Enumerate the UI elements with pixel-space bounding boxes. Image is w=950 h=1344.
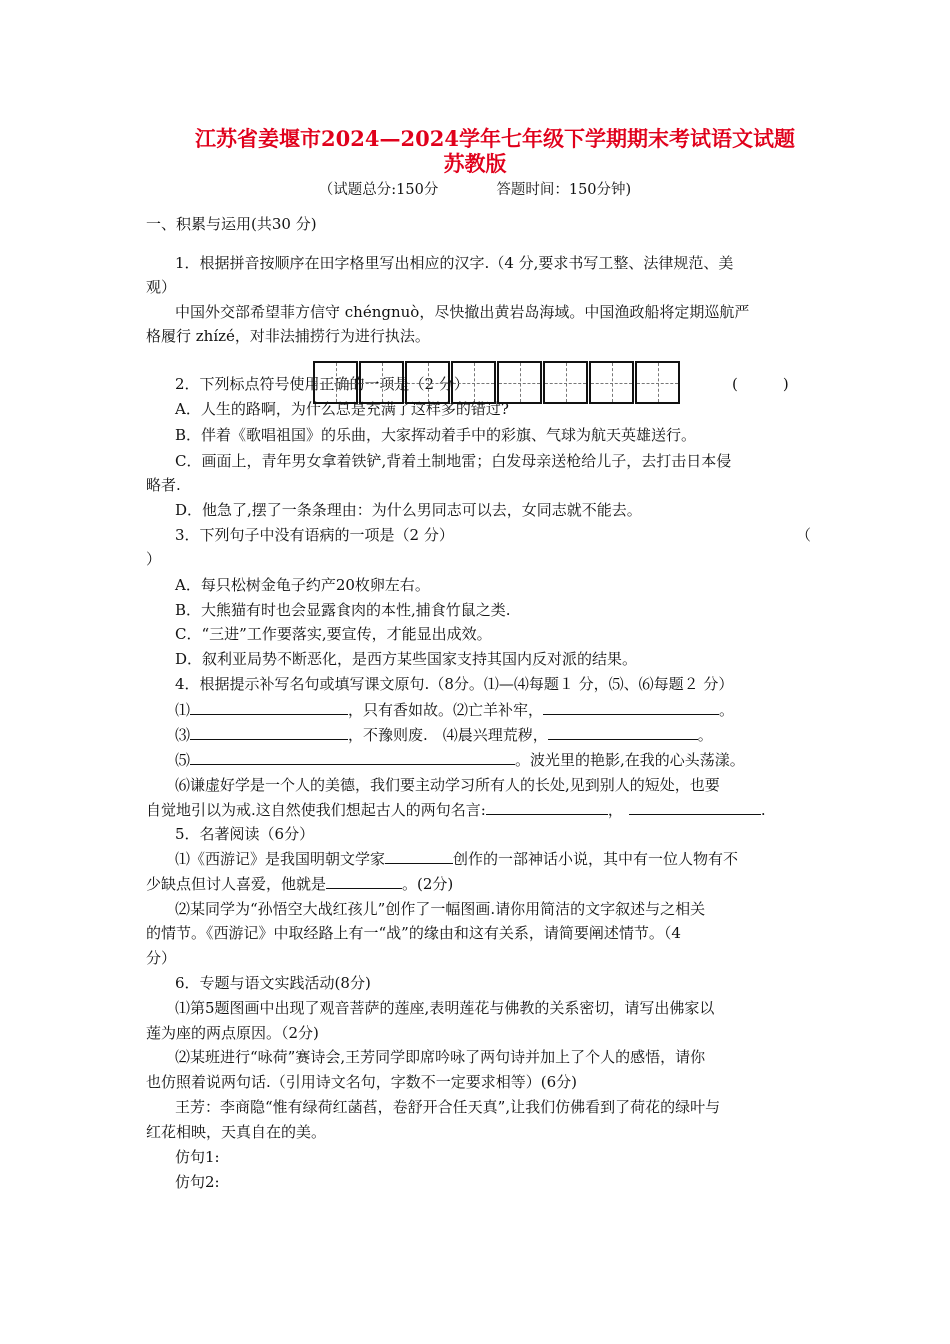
q3-stem: 3．下列句子中没有语病的一项是（2 分）: [175, 526, 454, 544]
q1-text: 中国外交部希望菲方信守 chéngnuò，尽快撤出黄岩岛海域。中国渔政船将定期巡航严: [175, 303, 750, 321]
q4-text: ，: [607, 801, 623, 819]
q4-text: 。波光里的艳影,在我的心头荡漾。: [515, 751, 745, 769]
q2-option-a: A．人生的路啊，为什么总是充满了这样多的错过?: [175, 400, 509, 418]
q6-stem: 6．专题与语文实践活动(8分): [175, 974, 371, 992]
q1-stem: 1．根据拼音按顺序在田字格里写出相应的汉字.（4 分,要求书写工整、法律规范、美: [175, 254, 734, 272]
answer-blank[interactable]: [385, 848, 453, 864]
q4-line-1: [175, 699, 815, 721]
exam-meta: [0, 178, 950, 199]
q6-imitation-2[interactable]: 仿句2:: [175, 1173, 220, 1191]
q5-text: ⑴《西游记》是我国明朝文学家: [175, 850, 386, 868]
q4-text: 自觉地引以为戒.这自然使我们想起古人的两句名言:: [146, 801, 486, 819]
answer-blank[interactable]: [548, 724, 698, 740]
q6-example-cont: 红花相映，天真自在的美。: [146, 1123, 327, 1141]
q4-line-4: ⑹谦虚好学是一个人的美德，我们要主动学习所有人的长处,见到别人的短处，也要: [175, 776, 720, 794]
q3-answer-paren-open[interactable]: （: [796, 526, 812, 544]
q1-stem-cont: 观）: [146, 278, 177, 296]
q4-line-4-cont: [146, 799, 786, 821]
q3-option-d: D．叙利亚局势不断恶化，是西方某些国家支持其国内反对派的结果。: [175, 650, 638, 668]
exam-subtitle: 苏教版: [443, 151, 507, 176]
q4-num: ⑴: [175, 701, 191, 719]
q2-option-d: D．他急了,摆了一条条理由：为什么男同志可以去，女同志就不能去。: [175, 501, 642, 519]
answer-time: 答题时间：150分钟): [496, 182, 632, 198]
q6-example: 王芳：李商隐“惟有绿荷红菡萏，卷舒开合任天真”,让我们仿佛看到了荷花的绿叶与: [175, 1098, 721, 1116]
q5-part1-cont: [146, 873, 786, 895]
answer-blank[interactable]: [326, 873, 402, 889]
q4-num: ⑶: [175, 726, 191, 744]
q4-line-2: [175, 724, 815, 746]
answer-blank[interactable]: [190, 699, 348, 715]
q6-imitation-1[interactable]: 仿句1:: [175, 1148, 220, 1166]
q3-option-c: C．“三进”工作要落实,要宣传，才能显出成效。: [175, 625, 492, 643]
q5-text: 创作的一部神话小说，其中有一位人物有不: [453, 850, 739, 868]
exam-title: 江苏省姜堰市2024—2024学年七年级下学期期末考试语文试题: [195, 126, 795, 151]
q1-text-cont: 格履行 zhízé，对非法捕捞行为进行执法。: [146, 327, 430, 345]
q6-part2-cont: 也仿照着说两句话.（引用诗文名句，字数不一定要求相等）(6分): [146, 1073, 578, 1091]
section-heading: 一、积累与运用(共30 分): [146, 215, 317, 233]
q5-text: 。(2分): [402, 875, 454, 893]
q2-option-c-cont: 略者.: [146, 476, 181, 494]
q5-part2-cont: 的情节。《西游记》中取经路上有一“战”的缘由和这有关系，请简要阐述情节。（4: [146, 924, 681, 942]
q4-text: ，只有香如故。⑵亡羊补牢，: [348, 701, 544, 719]
q6-part1-cont: 莲为座的两点原因。（2分): [146, 1024, 319, 1042]
q4-text: ，不豫则废. ⑷晨兴理荒秽，: [348, 726, 548, 744]
answer-blank[interactable]: [190, 749, 515, 765]
q5-part2: ⑵某同学为“孙悟空大战红孩儿”创作了一幅图画.请你用简洁的文字叙述与之相关: [175, 900, 706, 918]
q4-text: 。: [697, 726, 713, 744]
q3-answer-paren-close: ）: [146, 550, 162, 568]
q4-text: 。: [719, 701, 735, 719]
q4-stem: 4．根据提示补写名句或填写课文原句.（8分。⑴—⑷每题１ 分，⑸、⑹每题２ 分）: [175, 675, 734, 693]
q5-part2-cont2: 分）: [146, 949, 177, 967]
q4-num: ⑸: [175, 751, 191, 769]
answer-blank[interactable]: [629, 799, 761, 815]
q2-option-b: B．伴着《歌唱祖国》的乐曲，大家挥动着手中的彩旗、气球为航天英雄送行。: [175, 426, 697, 444]
q6-part2: ⑵某班进行“咏荷”赛诗会,王芳同学即席吟咏了两句诗并加上了个人的感悟，请你: [175, 1048, 706, 1066]
q6-part1: ⑴第5题图画中出现了观音菩萨的莲座,表明莲花与佛教的关系密切，请写出佛家以: [175, 999, 715, 1017]
q2-answer-paren[interactable]: ( ): [732, 375, 789, 393]
answer-blank[interactable]: [543, 699, 719, 715]
answer-blank[interactable]: [486, 799, 608, 815]
q2-option-c: C．画面上，青年男女拿着铁铲,背着土制地雷；白发母亲送枪给儿子，去打击日本侵: [175, 452, 732, 470]
q5-stem: 5．名著阅读（6分）: [175, 825, 315, 843]
q4-line-3: [175, 749, 815, 771]
q2-stem: 2．下列标点符号使用正确的一项是（2 分）: [175, 375, 469, 393]
q5-part1: [175, 848, 815, 870]
q4-text: .: [760, 801, 766, 819]
q5-text: 少缺点但讨人喜爱，他就是: [146, 875, 327, 893]
answer-blank[interactable]: [190, 724, 348, 740]
q3-option-b: B．大熊猫有时也会显露食肉的本性,捕食竹鼠之类.: [175, 601, 511, 619]
q3-option-a: A．每只松树金龟子约产20枚卵左右。: [175, 576, 430, 594]
total-score: （试题总分:150分: [318, 182, 439, 198]
